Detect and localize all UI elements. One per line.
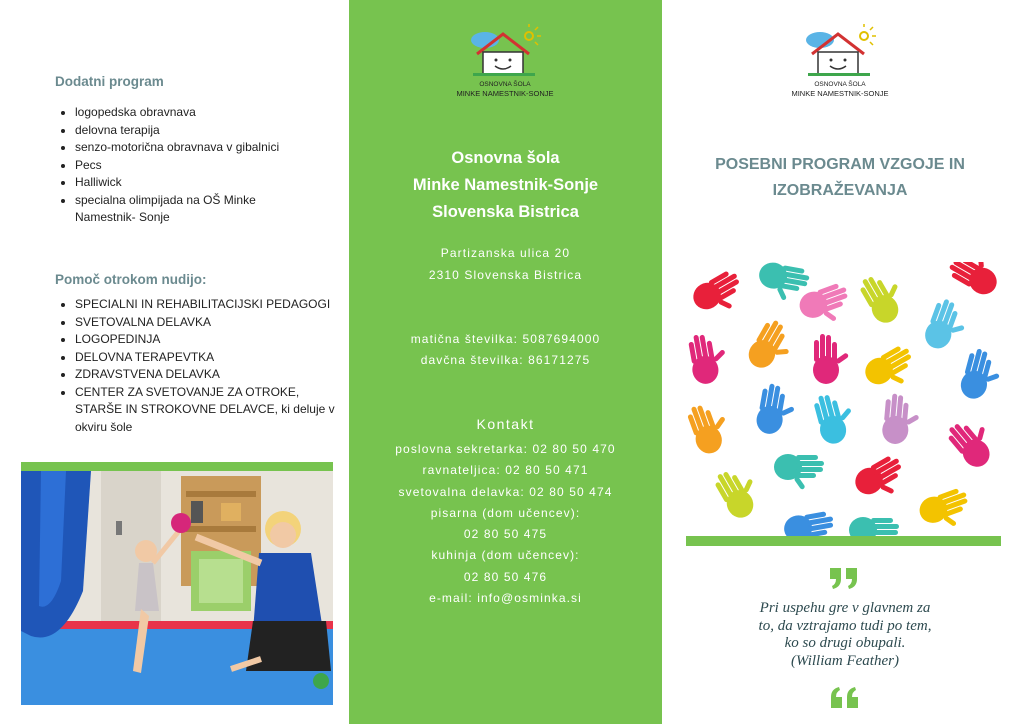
program-list [59,104,309,227]
logo-line1: OSNOVNA ŠOLA [479,81,531,88]
list-item: LOGOPEDINJA [59,331,339,349]
list-item: specialna olimpijada na OŠ Minke Namestnik- Sonje [59,192,309,227]
logo-line1: OSNOVNA ŠOLA [814,81,866,88]
logo-line2: MINKE NAMESTNIK-SONJE [791,89,889,98]
quote-close-icon [828,686,860,710]
photo-accent-bar [21,462,333,471]
quote-text [700,600,990,670]
hands-accent-bar [686,536,1001,546]
registry-number: matična številka: 5087694000 [410,332,601,346]
list-item: DELOVNA TERAPEVTKA [59,349,339,367]
quote-open-icon [828,566,860,590]
quote-line: Pri uspehu gre v glavnem za [759,600,931,616]
list-item: delovna terapija [59,122,309,140]
address-line: 2310 Slovenska Bistrica [428,268,583,282]
help-title: Pomoč otrokom nudijo: [55,272,207,287]
therapy-photo [21,471,333,705]
list-item: Pecs [59,157,309,175]
school-name-line: Minke Namestnik-Sonje [412,176,599,194]
school-name-line: Osnovna šola [451,149,560,167]
program-heading [690,152,990,204]
contact-line: poslovna sekretarka: 02 80 50 470 [395,442,616,456]
contact-line: svetovalna delavka: 02 80 50 474 [398,485,613,499]
contact-line: ravnateljica: 02 80 50 471 [422,463,589,477]
heading-line: POSEBNI PROGRAM VZGOJE IN [715,156,965,173]
contact-line: pisarna (dom učencev): [430,506,581,520]
list-item: Halliwick [59,174,309,192]
logo-line2: MINKE NAMESTNIK-SONJE [456,89,554,98]
list-item: senzo-motorična obravnava v gibalnici [59,139,309,157]
address-line: Partizanska ulica 20 [440,246,571,260]
colorful-hands-image [686,262,1001,537]
email-link[interactable]: e-mail: info@osminka.si [429,591,582,605]
contact-line: 02 80 50 476 [463,570,548,584]
list-item: ZDRAVSTVENA DELAVKA [59,366,339,384]
quote-author: (William Feather) [791,652,899,669]
list-item: SVETOVALNA DELAVKA [59,314,339,332]
list-item: logopedska obravnava [59,104,309,122]
help-list [59,296,339,436]
school-logo [455,24,555,104]
quote-line: ko so drugi obupali. [784,635,906,651]
contact-title: Kontakt [476,416,535,432]
school-name [349,145,662,226]
program-title: Dodatni program [55,74,164,89]
quote-line: to, da vztrajamo tudi po tem, [758,617,932,634]
list-item: SPECIALNI IN REHABILITACIJSKI PEDAGOGI [59,296,339,314]
contact-line: kuhinja (dom učencev): [431,548,580,562]
tax-number: davčna številka: 86171275 [420,353,591,367]
school-name-line: Slovenska Bistrica [432,203,579,221]
contact-line: 02 80 50 475 [463,527,548,541]
middle-panel [349,0,662,724]
left-panel [0,0,349,724]
school-logo [790,24,890,104]
list-item: CENTER ZA SVETOVANJE ZA OTROKE, STARŠE IN STROKOVNE DELAVCE, ki deluje v okviru šole [59,384,339,437]
heading-line: IZOBRAŽEVANJA [772,182,908,199]
